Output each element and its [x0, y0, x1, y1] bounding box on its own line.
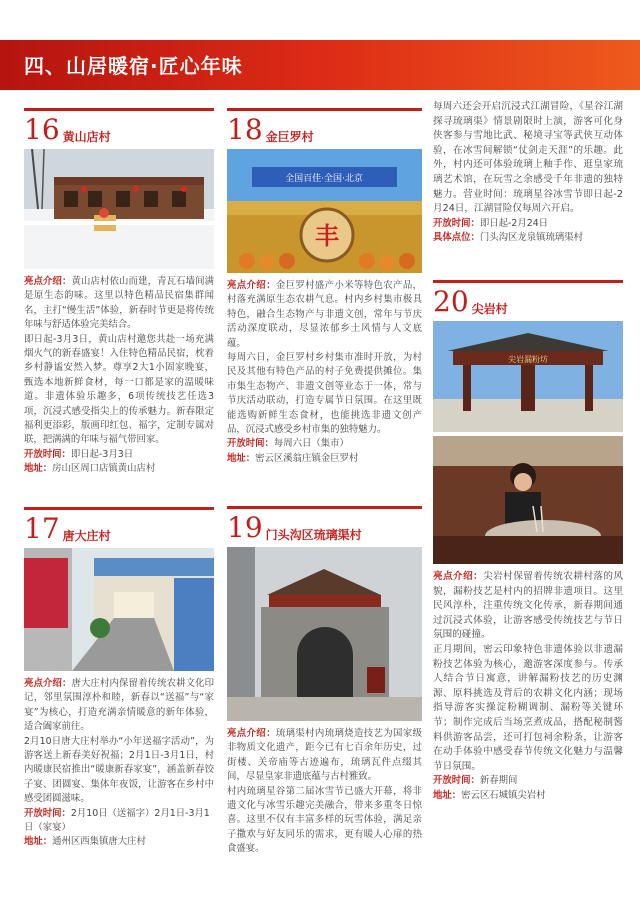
photo-sign-text: 丰 [315, 221, 339, 250]
open-time: 开放时间：2月10日（送福字）2月1日-3月1日（家宴） [24, 807, 210, 834]
entry-description [433, 100, 623, 217]
photo-village-18 [227, 149, 422, 273]
entry-description [433, 570, 623, 774]
photo-village-16 [24, 149, 214, 269]
entry-number: 16 [24, 113, 60, 146]
address: 地址：房山区周口店镇黄山店村 [24, 463, 156, 475]
entry-rule [24, 507, 214, 510]
intro-label: 亮点介绍： [24, 276, 72, 287]
intro-label: 亮点介绍： [24, 678, 72, 689]
entry-20 [433, 280, 623, 803]
entry-name: 金巨罗村 [265, 130, 314, 144]
address: 地址：密云区溪翁庄镇金巨罗村 [227, 452, 359, 464]
intro-text: 琉璃渠村内琉璃烧造技艺为国家级非物质文化遗产，距今已有七百余年历史，过街楼、关帝庙等古迹遍布，琉璃瓦件点缀其间，尽显皇家非遗底蕴与古村雅致。 [227, 728, 422, 783]
entry-description [24, 677, 214, 807]
intro-text: 尖岩村保留着传统农耕村落的风貌，漏粉技艺是村内的招牌非遗项目。这里民风淳朴，注重传统文化传承，新春期间通过沉浸式体验，让游客感受传统技艺与节日氛围的碰撞。 [433, 571, 624, 641]
entry-number: 20 [433, 285, 469, 318]
entry-rule [24, 108, 214, 111]
entry-name: 尖岩村 [471, 302, 508, 316]
entry-description [227, 727, 422, 857]
entry-number: 19 [227, 511, 263, 544]
entry-19-continued [433, 100, 623, 246]
entry-name: 唐大庄村 [62, 529, 111, 543]
entry-rule [227, 108, 422, 111]
open-time: 开放时间：新春期间 [433, 775, 518, 787]
photo-banner-text: 全国百佳·全国·北京 [285, 174, 363, 184]
entry-header [24, 514, 214, 544]
location: 具体点位：门头沟区龙泉镇琉璃渠村 [433, 232, 584, 244]
intro-label: 亮点介绍： [433, 571, 484, 582]
entry-header [227, 513, 422, 543]
entry-name: 黄山店村 [62, 130, 111, 144]
entry-17 [24, 507, 214, 850]
detail-text: 即日起-3月3日，黄山店村邀您共赴一场充满烟火气的新春盛宴！入住特色精品民宿，枕着乡村静谧安然入梦。尊享2大1小固家晚宴，甄选本地新鲜食材，每一口都是家的温暖味道。非遗体验乐趣多，6项传统技艺任选3项，沉浸式感受指尖上的传承魅力。新春限定福利更添彩，版画印红包、福字，定制专属对联，把满满的年味与福气带回家。 [24, 333, 214, 446]
entry-number: 17 [24, 512, 60, 545]
intro-label: 亮点介绍： [227, 280, 276, 291]
entry-16 [24, 108, 214, 477]
entry-19 [227, 506, 422, 857]
section-banner [0, 40, 640, 90]
intro-text: 唐大庄村内保留着传统农耕文化印记，邻里氛围淳朴和睦，新春以“送福”与“家宴”为核心，打造充满亲情暖意的新年体验，适合阖家前往。 [24, 678, 214, 733]
entry-rule [227, 506, 422, 509]
entry-number: 18 [227, 113, 263, 146]
detail-text: 村内琉璃星谷第二届冰雪节已盛大开幕，将非遗文化与冰雪乐趣完美融合，带来多重冬日惊喜。这里不仅有丰富多样的玩雪体验，满足亲子撒欢与好友同乐的需求，更有暖人心扉的热食盛宴。 [227, 785, 422, 855]
entry-name: 门头沟区琉璃渠村 [265, 528, 362, 542]
entry-header [24, 115, 214, 145]
address: 地址：密云区石城镇尖岩村 [433, 789, 546, 801]
entry-header [227, 115, 422, 145]
intro-text: 金巨罗村盛产小米等特色农产品，村落充满原生态农耕气息。村内乡村集市极具特色，融合生态物产与非遗文创，常年与节庆活动深度联动，尽显浓郁乡土风情与人文底蕴。 [227, 280, 422, 349]
photo-village-20-gate [433, 321, 623, 432]
detail-text: 每周六日，金巨罗村乡村集市准时开放，为村民及其他有特色产品的村子免费提供摊位。集市集生态物产、非遗文创等业态于一体，常与节庆活动联动，打造专属节日氛围。在这里既能选购新鲜生态食材，也能挑选非遗文创产品，沉浸式感受乡村市集的独特魅力。 [227, 352, 422, 436]
detail-text: 正月期间，密云印象特色非遗体验以非遗漏粉技艺体验为核心，邀游客深度参与。传承人结合节日寓意，讲解漏粉技艺的历史渊源、原料挑选及背后的农耕文化内涵；现场指导游客实操淀粉糊调制、漏粉等关键环节；制作完成后当场烹煮成品，搭配秘制酱料供游客品尝，还可打包祠余粉条，让游客在动手体验中感受春节传统文化魅力与温馨节日氛围。 [433, 643, 623, 772]
detail-text: 2月10日唐大庄村举办“小年送福字活动”，为游客送上新春美好祝福；2月1日-3月1日，村内暖康民宿推出“暖康新春家宴”，涵盖新春饺子宴、团圆宴、集体年夜饭，让游客在乡村中感受团圆滋味。 [24, 735, 214, 805]
entry-description [24, 275, 214, 448]
detail-text: 每周六还会开启沉浸式江湖冒险，《星谷江湖 探寻琉璃渠》情景剧限时上演，游客可化身侠客参与雪地比武、秘境寻宝等武侠互动体验，在冰雪间解锁“仗剑走天涯”的乐趣。此外，村内还可体验琉璃上釉手作、逛皇家琉璃艺术馆，在玩雪之余感受千年非遗的独特魅力。营业时间：琉璃星谷冰雪节即日起-2月24日，江湖冒险仅每周六开启。 [433, 101, 623, 215]
intro-text: 黄山店村依山而建，青瓦石墙间满是原生态韵味。这里以特色精品民宿集群闻名，主打“慢生活”体验，新春时节更是将传统年味与舒适体验完美结合。 [24, 276, 214, 331]
entry-description [227, 279, 422, 437]
entry-header [433, 287, 623, 317]
intro-label: 亮点介绍： [227, 728, 276, 739]
open-time: 开放时间：即日起-2月24日 [433, 217, 549, 229]
entry-18 [227, 108, 422, 466]
entry-rule [433, 280, 623, 283]
photo-village-19 [227, 547, 422, 721]
section-title: 四、山居暖宿·匠心年味 [24, 54, 243, 78]
photo-sign-text: 尖岩漏粉坊 [508, 355, 548, 364]
open-time: 开放时间：每周六日（集市） [227, 438, 349, 450]
photo-village-17 [24, 548, 214, 671]
address: 地址：通州区西集镇唐大庄村 [24, 836, 146, 848]
open-time: 开放时间：即日起-3月3日 [24, 448, 134, 460]
photo-village-20-craft [433, 436, 623, 564]
